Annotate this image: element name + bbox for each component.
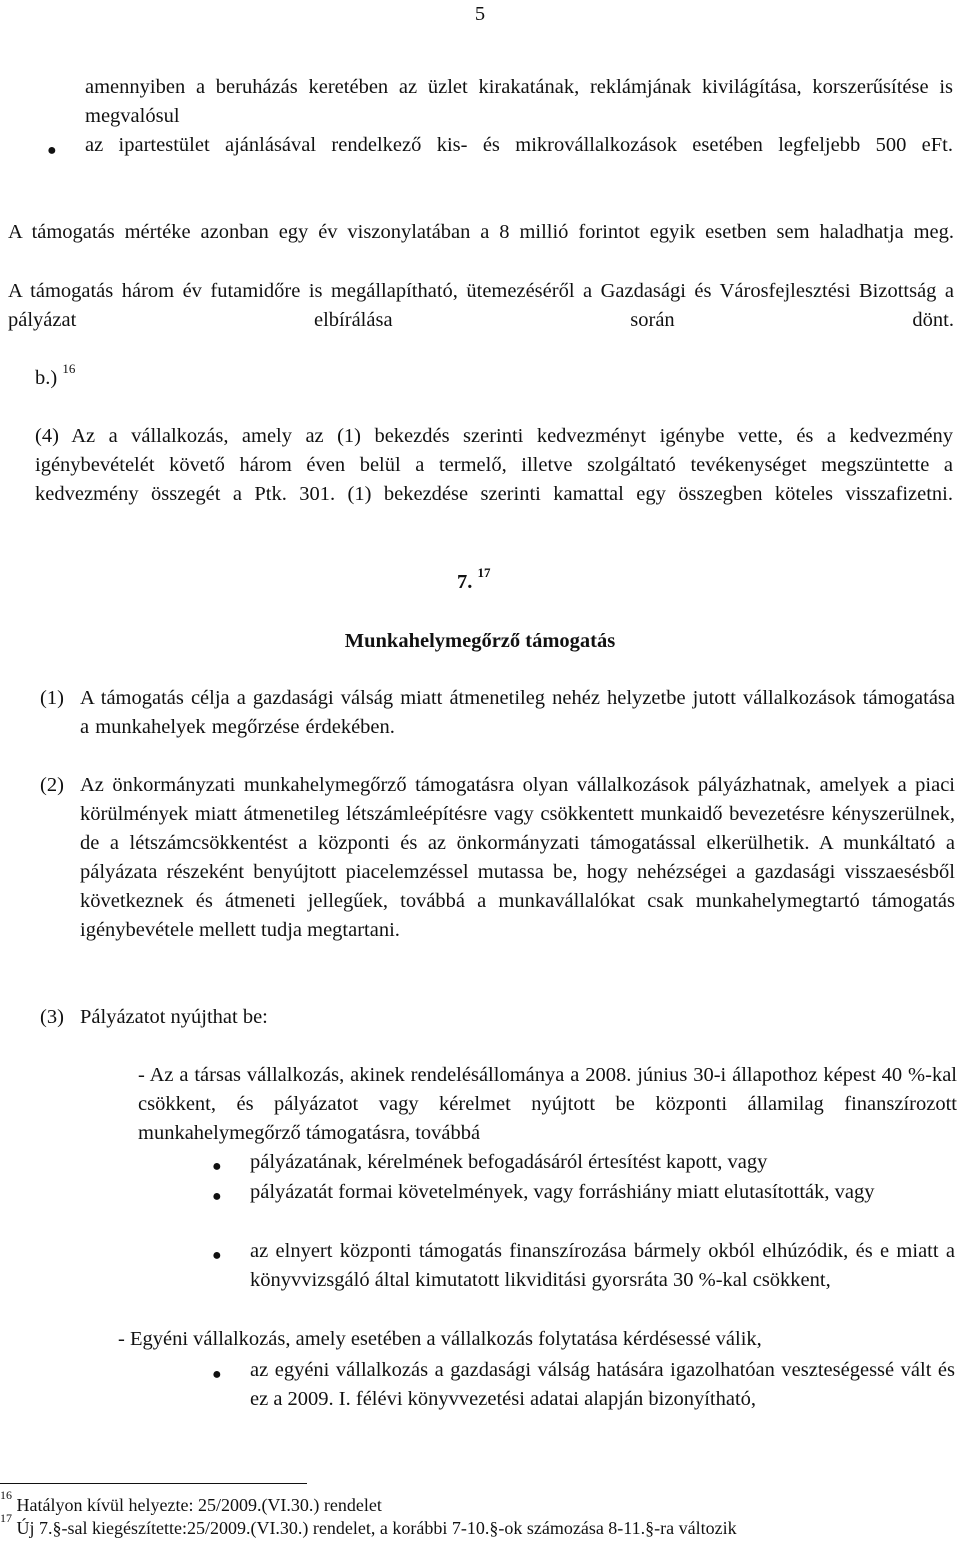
paragraph: Az önkormányzati munkahelymegőrző támogatásra olyan vállalkozások pályázhatnak, amelyek a piaci körülmények miatt átmenetileg létszámleépítésre vagy csökkentett munkaidő bevezetésre kényszerülnek, de a létszámcsökkentést a központi és az önkormányzati támogatással elkerülhetik. A munkáltató a pályázata részeként benyújtott piacelemzéssel mutassa be, hogy nehézségei a gazdasági visszaesésből következnek és átmeneti jellegűek, továbbá a munkavállalókat csak munkahelymegtartó támogatás igénybevétele mellett tudja megtartani. <box>80 774 955 941</box>
footnote-text: Hatályon kívül helyezte: 25/2009.(VI.30.) rendelet <box>16 1495 382 1515</box>
footnote-number: 16 <box>0 1488 12 1502</box>
paragraph-number: (3) <box>40 1006 64 1028</box>
paragraph: A támogatás célja a gazdasági válság miatt átmenetileg nehéz helyzetbe jutott vállalkozások támogatása a munkahelyek megőrzése érdekében. <box>80 687 955 738</box>
paragraph-number: (2) <box>40 774 64 796</box>
footnote-ref: 16 <box>62 361 76 377</box>
list-item: az ipartestület ajánlásával rendelkező kis- és mikrovállalkozások esetében legfeljebb 500 eFt. <box>85 134 953 156</box>
list-item: pályázatát formai követelmények, vagy forráshiány miatt elutasították, vagy <box>250 1181 875 1203</box>
list-item: amennyiben a beruházás keretében az üzlet kirakatának, reklámjának kivilágítása, korszerűsítése is megvalósul <box>85 76 953 127</box>
page-number: 5 <box>474 3 486 25</box>
bullet-icon: ● <box>47 142 57 159</box>
paragraph-number: (1) <box>40 687 64 709</box>
paragraph: A támogatás három év futamidőre is megállapítható, ütemezéséről a Gazdasági és Városfejlesztési Bizottság a pályázat elbírálása során dönt. <box>8 280 954 331</box>
paragraph: Pályázatot nyújthat be: <box>80 1006 268 1028</box>
footnote <box>0 1511 737 1539</box>
bullet-icon: ● <box>212 1366 222 1383</box>
list-item: az elnyert központi támogatás finanszírozása bármely okból elhúzódik, és e miatt a könyvvizsgáló által kimutatott likviditási gyorsráta 30 %-kal csökkent, <box>250 1240 955 1291</box>
bullet-icon: ● <box>212 1247 222 1264</box>
footnote-number: 17 <box>0 1511 12 1525</box>
footnote-text: Új 7.§-sal kiegészítette:25/2009.(VI.30.) rendelet, a korábbi 7-10.§-ok számozása 8-11.§-ra változik <box>16 1518 737 1538</box>
footnote-ref: 17 <box>477 565 491 581</box>
list-item: az egyéni vállalkozás a gazdasági válság hatására igazolhatóan veszteségessé vált és ez a 2009. I. félévi könyvvezetési adatai alapján bizonyítható, <box>250 1359 955 1410</box>
dash-item: - Az a társas vállalkozás, akinek rendelésállománya a 2008. június 30-i állapothoz képest 40 %-kal csökkent, és pályázatot vagy kérelmet nyújtott be központi államilag finanszírozott munkahelymegőrző támogatásra, továbbá <box>138 1064 957 1144</box>
footnote <box>0 1488 382 1516</box>
section-title: Munkahelymegőrző támogatás <box>344 630 616 652</box>
bullet-icon: ● <box>212 1188 222 1205</box>
bullet-icon: ● <box>212 1158 222 1175</box>
section-number <box>457 565 491 597</box>
dash-item: - Egyéni vállalkozás, amely esetében a vállalkozás folytatása kérdésessé válik, <box>118 1328 762 1350</box>
footnote-divider <box>0 1483 307 1484</box>
paragraph: A támogatás mértéke azonban egy év viszonylatában a 8 millió forintot egyik esetben sem haladhatja meg. <box>8 221 954 243</box>
section-label-text: b.) <box>35 367 58 389</box>
section-number-text: 7. <box>457 571 473 593</box>
list-item: pályázatának, kérelmének befogadásáról értesítést kapott, vagy <box>250 1151 768 1173</box>
paragraph: (4) Az a vállalkozás, amely az (1) bekezdés szerinti kedvezményt igénybe vette, és a kedvezmény igénybevételét követő három éven belül a termelő, illetve szolgáltató tevékenységet megszüntette a kedvezmény összegét a Ptk. 301. (1) bekezdése szerinti kamattal egy összegben köteles visszafizetni. <box>35 425 953 505</box>
section-label <box>35 361 76 393</box>
